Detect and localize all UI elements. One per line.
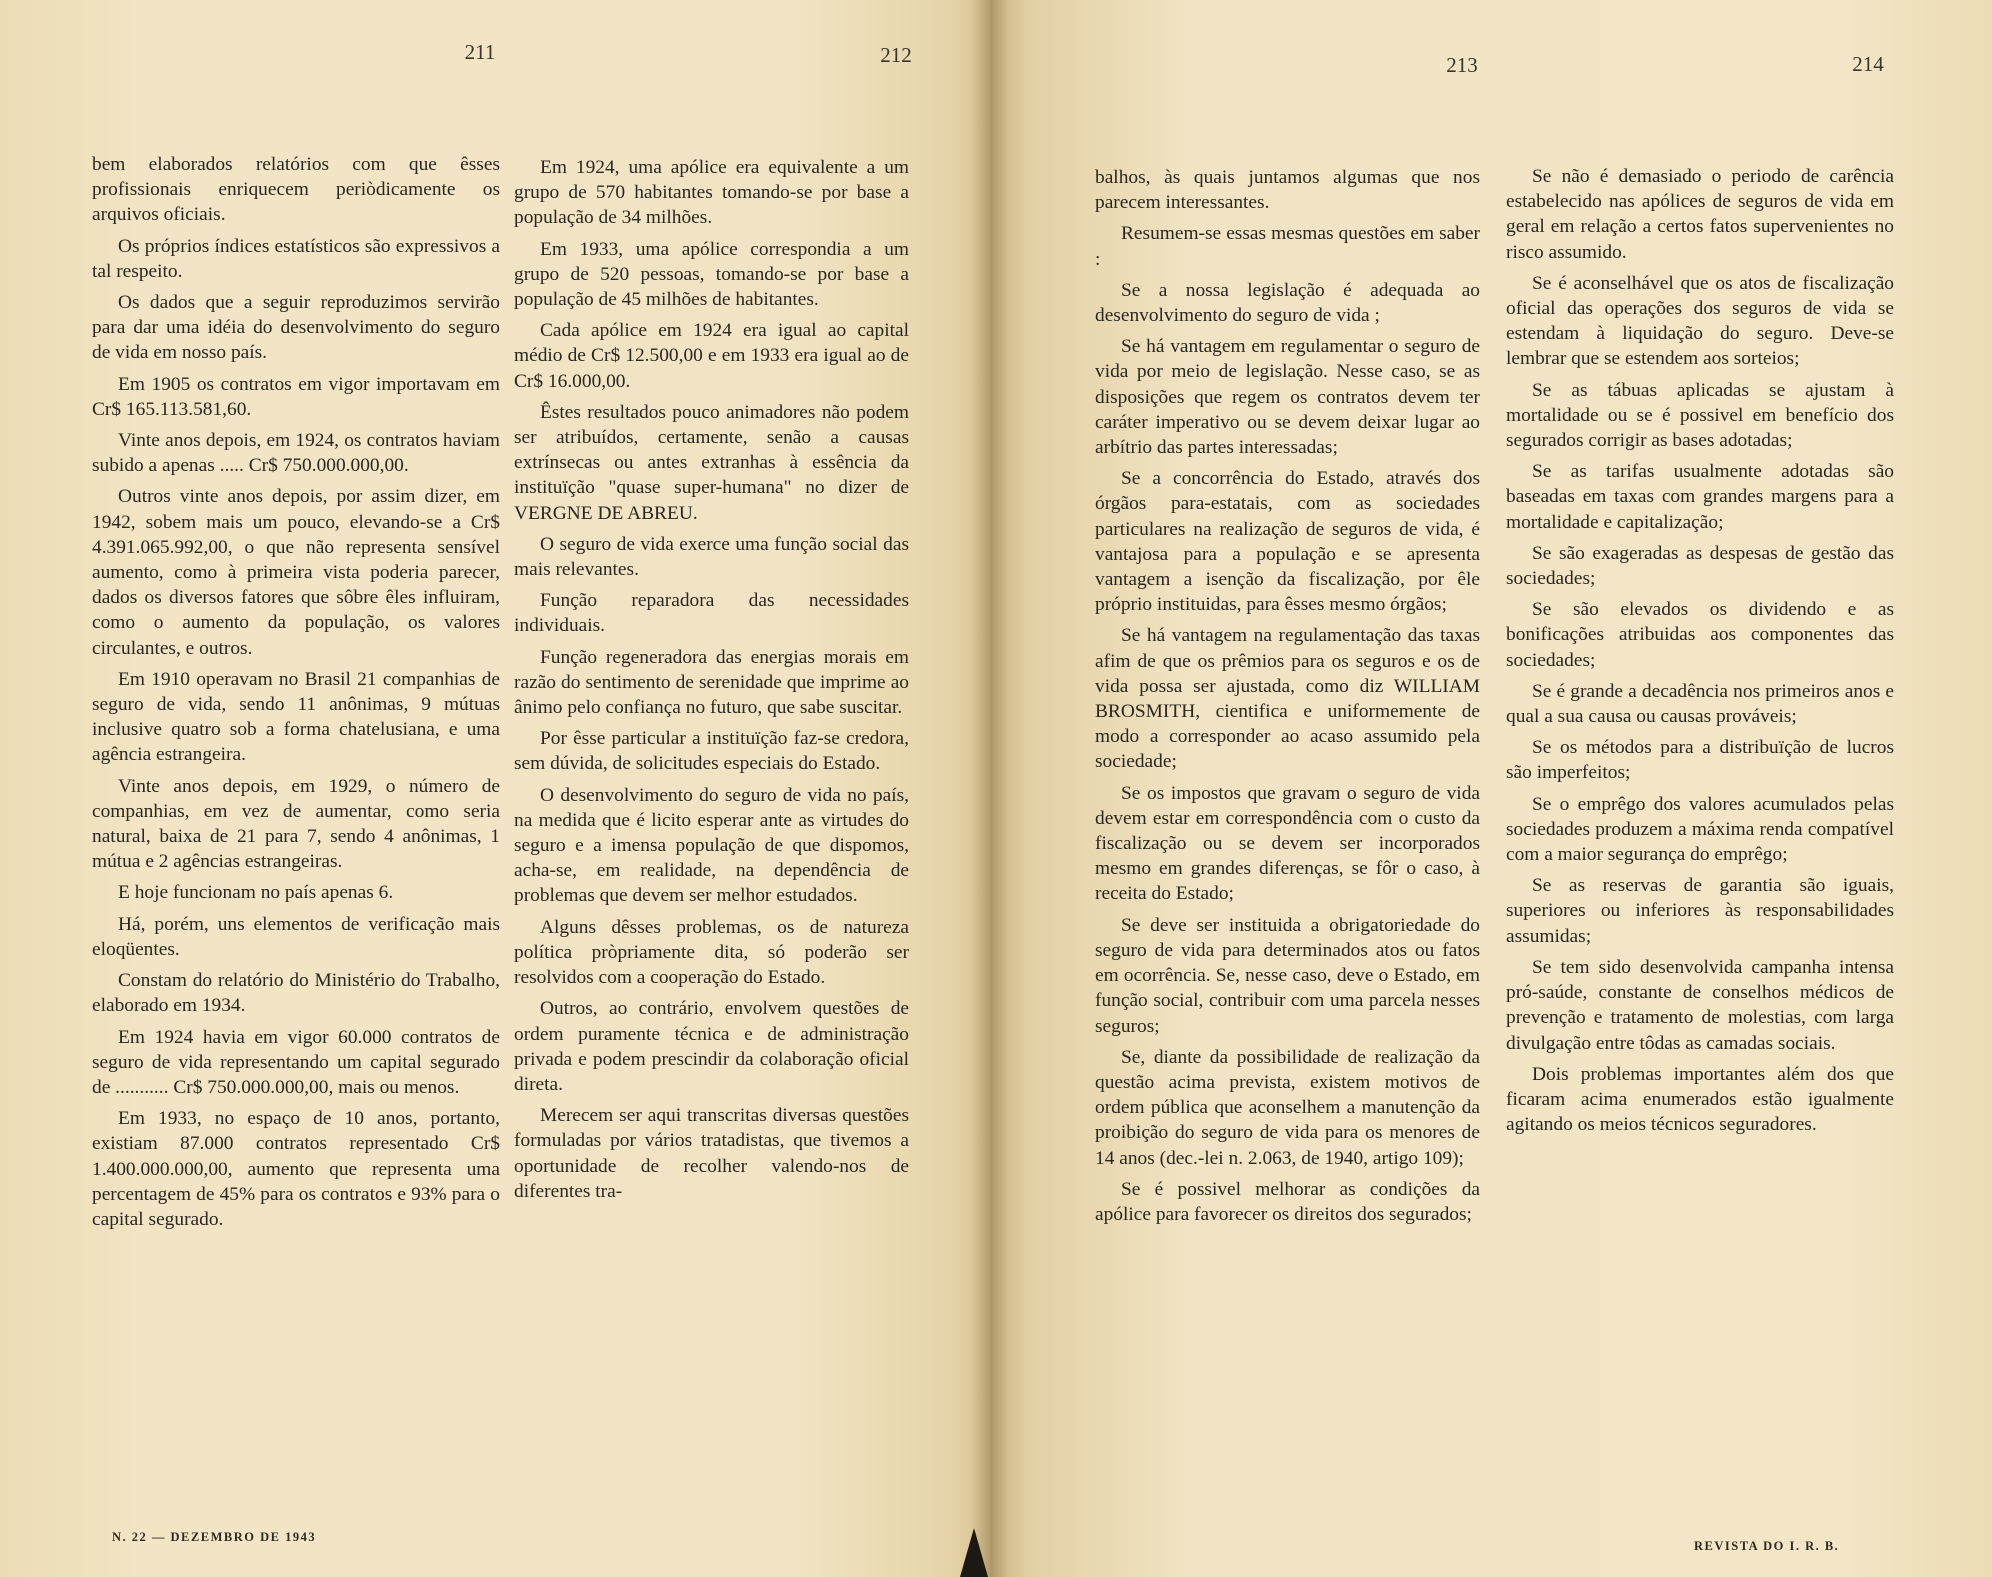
paragraph: Se são exageradas as despesas de gestão das sociedades;: [1506, 542, 1894, 590]
paragraph: Em 1933, uma apólice correspondia a um grupo de 520 pessoas, tomando-se por base a população de 45 milhões de habitantes.: [514, 238, 909, 311]
paragraph: Os próprios índices estatísticos são expressivos a tal respeito.: [92, 235, 500, 282]
text-column-page-212: [514, 155, 909, 1210]
paragraph: O desenvolvimento do seguro de vida no país, na medida que é licito esperar ante as virtudes do seguro e a imensa população de que dispomos, acha-se, em realidade, na dependência de problemas que devem ser melhor estudados.: [514, 784, 909, 907]
footer-journal-name: REVISTA DO I. R. B.: [1694, 1539, 1840, 1553]
paragraph: Se as reservas de garantia são iguais, superiores ou inferiores às responsabilidades assumidas;: [1506, 875, 1894, 947]
paragraph: Por êsse particular a instituïção faz-se credora, sem dúvida, de solicitudes especiais do Estado.: [514, 728, 909, 775]
paragraph: Há, porém, uns elementos de verificação mais eloqüentes.: [92, 913, 500, 960]
page-number-212: 212: [880, 43, 912, 67]
paragraph: Se a concorrência do Estado, através dos órgãos para-estatais, com as sociedades particulares na realização de seguros de vida, é vantajosa para a população e se apresenta vantagem a isenção da fiscalização, por êle próprio instituidas, para êsses mesmo órgãos;: [1095, 468, 1480, 616]
text-column-page-214: [1506, 164, 1894, 1143]
paragraph: Dois problemas importantes além dos que ficaram acima enumerados estão igualmente agitando os meios técnicos seguradores.: [1506, 1063, 1894, 1136]
paragraph: Função regeneradora das energias morais em razão do sentimento de serenidade que imprime ao ânimo pelo confiança no futuro, que sabe suscitar.: [514, 646, 909, 719]
paragraph: E hoje funcionam no país apenas 6.: [118, 882, 394, 904]
paragraph: Em 1924, uma apólice era equivalente a um grupo de 570 habitantes tomando-se por base a população de 34 milhões.: [514, 157, 909, 229]
paragraph: Se os impostos que gravam o seguro de vida devem estar em correspondência com o custo da fiscalização ou se devem ser incorporados mesmo em grandes diferenças, se fôr o caso, à receita do Estado;: [1095, 782, 1480, 905]
text-column-page-211: [92, 152, 500, 1238]
text-column-page-213: [1095, 165, 1480, 1233]
paragraph: Se é grande a decadência nos primeiros anos e qual a sua causa ou causas prováveis;: [1506, 680, 1894, 728]
paragraph: Se os métodos para a distribuïção de lucros são imperfeitos;: [1506, 737, 1894, 784]
paragraph: Em 1905 os contratos em vigor importavam em Cr$ 165.113.581,60.: [92, 373, 500, 420]
paragraph: Se é possivel melhorar as condições da apólice para favorecer os direitos dos segurados;: [1095, 1178, 1480, 1225]
binding-shadow: [960, 1528, 988, 1577]
paragraph: bem elaborados relatórios com que êsses profissionais enriquecem periòdicamente os arquivos oficiais.: [92, 154, 500, 226]
paragraph: Se há vantagem na regulamentação das taxas afim de que os prêmios para os seguros e os de vida possa ser ajustada, como diz WILLIAM BROSMITH, cientifica e uniformemente de modo a corresponder ao acaso assumido pela sociedade;: [1095, 625, 1480, 773]
paragraph: Em 1933, no espaço de 10 anos, portanto, existiam 87.000 contratos representado Cr$ 1.400.000.000,00, aumento que representa uma percentagem de 45% para os contratos e 93% para o capital segurado.: [92, 1108, 500, 1230]
paragraph: Se o emprêgo dos valores acumulados pelas sociedades produzem a máxima renda compatível com a maior segurança do emprêgo;: [1506, 793, 1894, 866]
paragraph: Se há vantagem em regulamentar o seguro de vida por meio de legislação. Nesse caso, se as disposições que regem os contratos devem ter caráter imperativo ou se devem deixar lugar ao arbítrio das partes interessadas;: [1095, 336, 1480, 459]
paragraph: Se as tarifas usualmente adotadas são baseadas em taxas com grandes margens para a mortalidade e capitalização;: [1506, 461, 1894, 533]
paragraph: Constam do relatório do Ministério do Trabalho, elaborado em 1934.: [92, 970, 500, 1017]
paragraph: Alguns dêsses problemas, os de natureza política pròpriamente dita, só poderão ser resolvidos com a cooperação do Estado.: [514, 916, 909, 989]
paragraph: Vinte anos depois, em 1924, os contratos haviam subido a apenas ..... Cr$ 750.000.000,00.: [92, 430, 500, 477]
paragraph: Outros, ao contrário, envolvem questões de ordem puramente técnica e de administração privada e podem prescindir da colaboração oficial direta.: [514, 998, 909, 1095]
paragraph: Se é aconselhável que os atos de fiscalização oficial das operações dos seguros de vida se estendam à liquidação do seguro. Deve-se lembrar que se estendem aos sorteios;: [1506, 272, 1894, 370]
paragraph: Se as tábuas aplicadas se ajustam à mortalidade ou se é possivel em benefício dos segurados corrigir as bases adotadas;: [1506, 379, 1894, 452]
paragraph: Se não é demasiado o periodo de carência estabelecido nas apólices de seguros de vida em geral em relação a certos fatos supervenientes no risco assumido.: [1506, 166, 1894, 263]
paragraph: Resumem-se essas mesmas questões em saber :: [1095, 223, 1480, 270]
paragraph: Os dados que a seguir reproduzimos servirão para dar uma idéia do desenvolvimento do seguro de vida em nosso país.: [92, 292, 500, 364]
paragraph: O seguro de vida exerce uma função social das mais relevantes.: [514, 533, 909, 581]
footer-issue-date: N. 22 — DEZEMBRO DE 1943: [112, 1530, 317, 1544]
paragraph: Em 1924 havia em vigor 60.000 contratos de seguro de vida representando um capital segurado de ........... Cr$ 750.000.000,00, mais ou menos.: [92, 1026, 500, 1098]
paragraph: Se deve ser instituida a obrigatoriedade do seguro de vida para determinados atos ou fatos em ocorrência. Se, nesse caso, deve o Estado, em função social, contribuir com uma parcela nesses seguros;: [1095, 914, 1480, 1037]
paragraph: Se tem sido desenvolvida campanha intensa pró-saúde, constante de conselhos médicos de prevenção e tratamento de molestias, com larga divulgação entre tôdas as camadas sociais.: [1506, 956, 1894, 1054]
page-number-211: 211: [464, 40, 496, 64]
paragraph: Outros vinte anos depois, por assim dizer, em 1942, sobem mais um pouco, elevando-se a Cr$ 4.391.065.992,00, o que não representa sensível aumento, como à primeira vista poderia parecer, dados os diversos fatores que sôbre êles influiram, como o aumento da população, os valores circulantes, e outros.: [92, 486, 500, 659]
paragraph: Cada apólice em 1924 era igual ao capital médio de Cr$ 12.500,00 e em 1933 era igual ao de Cr$ 16.000,00.: [514, 320, 909, 392]
book-gutter: [972, 0, 1008, 1577]
paragraph: Função reparadora das necessidades individuais.: [514, 590, 909, 637]
paragraph: balhos, às quais juntamos algumas que nos parecem interessantes.: [1095, 167, 1480, 214]
paragraph: Êstes resultados pouco animadores não podem ser atribuídos, certamente, senão a causas extrínsecas ou antes extranhas à essência da instituïção "quase super-humana" no dizer de VERGNE DE ABREU.: [514, 401, 909, 524]
paragraph: Se a nossa legislação é adequada ao desenvolvimento do seguro de vida ;: [1095, 279, 1480, 327]
page-number-214: 214: [1852, 52, 1884, 76]
page-number-213: 213: [1446, 53, 1478, 77]
paragraph: Vinte anos depois, em 1929, o número de companhias, em vez de aumentar, como seria natural, baixa de 21 para 7, sendo 4 anônimas, 1 mútua e 2 agências estrangeiras.: [92, 775, 500, 873]
paragraph: Se são elevados os dividendo e as bonificações atribuidas aos componentes das sociedades;: [1506, 599, 1894, 671]
paragraph: Se, diante da possibilidade de realização da questão acima prevista, existem motivos de ordem pública que aconselhem a manutenção da proibição do seguro de vida para os menores de 14 anos (dec.-lei n. 2.063, de 1940, artigo 109);: [1095, 1046, 1480, 1169]
paragraph: Em 1910 operavam no Brasil 21 companhias de seguro de vida, sendo 11 anônimas, 9 mútuas inclusive quatro sob a forma chatelusiana, e uma agência estrangeira.: [92, 668, 500, 766]
paragraph: Merecem ser aqui transcritas diversas questões formuladas por vários tratadistas, que tivemos a oportunidade de recolher valendo-nos de diferentes tra-: [514, 1105, 909, 1202]
